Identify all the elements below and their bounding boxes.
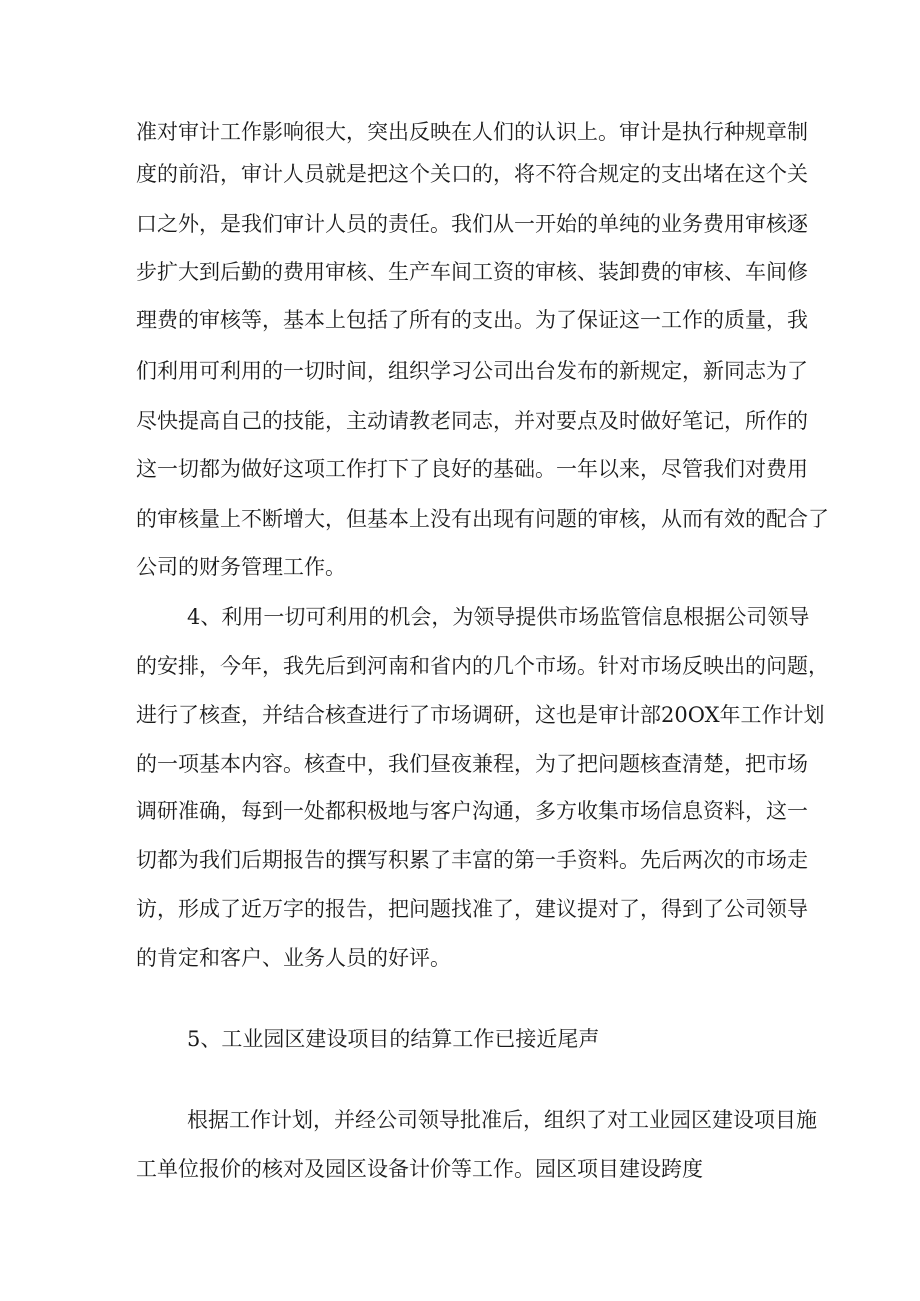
text-line: 准对审计工作影响很大，突出反映在人们的认识上。审计是执行种规章制: [136, 120, 808, 144]
text-line: 口之外，是我们审计人员的责任。我们从一开始的单纯的业务费用审核逐: [136, 212, 808, 236]
text-line: 调研准确，每到一处都积极地与客户沟通，多方收集市场信息资料，这一: [136, 799, 808, 823]
text-line: 尽快提高自己的技能，主动请教老同志，并对要点及时做好笔记，所作的: [136, 409, 808, 433]
text-line: 度的前沿，审计人员就是把这个关口的，将不符合规定的支出堵在这个关: [136, 162, 808, 186]
text-line: 的审核量上不断增大，但基本上没有出现有问题的审核，从而有效的配合了: [136, 507, 829, 531]
text-line: 们利用可利用的一切时间，组织学习公司出台发布的新规定，新同志为了: [136, 359, 808, 383]
text-line: 的一项基本内容。核查中，我们昼夜兼程，为了把问题核查清楚，把市场: [136, 752, 808, 776]
text-line: 的肯定和客户、业务人员的好评。: [136, 946, 451, 970]
text-line: 切都为我们后期报告的撰写积累了丰富的第一手资料。先后两次的市场走: [136, 848, 808, 872]
text-line: 理费的审核等，基本上包括了所有的支出。为了保证这一工作的质量，我: [136, 308, 808, 332]
section-heading: 5、工业园区建设项目的结算工作已接近尾声: [187, 1027, 600, 1051]
text-line: 公司的财务管理工作。: [136, 555, 346, 579]
text-line: 4、利用一切可利用的机会，为领导提供市场监管信息根据公司领导: [187, 605, 810, 629]
text-line: 访，形成了近万字的报告，把问题找准了，建议提对了，得到了公司领导: [136, 897, 808, 921]
text-line: 步扩大到后勤的费用审核、生产车间工资的审核、装卸费的审核、车间修: [136, 260, 808, 284]
text-line: 的安排，今年，我先后到河南和省内的几个市场。针对市场反映出的问题，: [136, 654, 829, 678]
text-line: 这一切都为做好这项工作打下了良好的基础。一年以来，尽管我们对费用: [136, 457, 808, 481]
text-line: 工单位报价的核对及园区设备计价等工作。园区项目建设跨度: [136, 1157, 703, 1181]
text-line: 根据工作计划，并经公司领导批准后，组织了对工业园区建设项目施: [187, 1108, 817, 1132]
text-line: 进行了核查，并结合核查进行了市场调研，这也是审计部20OX年工作计划: [136, 703, 825, 727]
